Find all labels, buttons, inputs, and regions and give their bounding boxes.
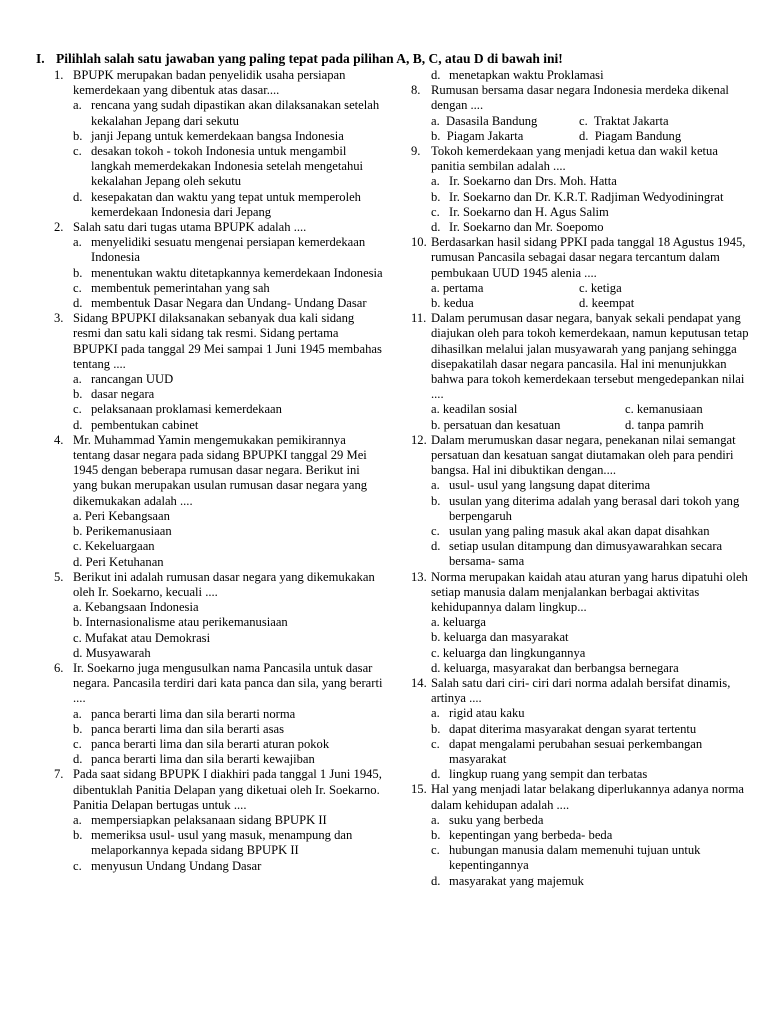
- question-11: [405, 311, 755, 402]
- question-stem: Berikut ini adalah rumusan dasar negara yang dikemukakan oleh Ir. Soekarno, kecuali ....: [73, 569, 375, 599]
- option-c: c. Kekeluargaan: [73, 539, 155, 554]
- option-text: pelaksanaan proklamasi kemerdekaan: [91, 402, 282, 417]
- option-b: b. memeriksa usul- usul yang masuk, menampung dan melaporkannya kepada sidang BPUPK II: [73, 828, 353, 858]
- option-b: b. dasar negara: [73, 387, 155, 402]
- question-stem: Salah satu dari tugas utama BPUPK adalah ....: [73, 220, 307, 235]
- option-a: a. usul- usul yang langsung dapat diterima: [431, 478, 651, 493]
- option-b: b. persatuan dan kesatuan: [431, 417, 561, 432]
- question-stem: Sidang BPUPKI dilaksanakan sebanyak dua kali sidang resmi dan satu kali sidang tak resmi. Sidang pertama BPUPKI pada tanggal 29 Mei sampai 1 Juni 1945 membahas tentang ....: [73, 311, 382, 371]
- option-b: b. Piagam Jakarta: [431, 128, 524, 143]
- option-c: c. pelaksanaan proklamasi kemerdekaan: [73, 402, 282, 417]
- question-15: [405, 782, 755, 812]
- section-heading: [36, 51, 756, 67]
- section-number: I.: [36, 51, 45, 66]
- option-text: suku yang berbeda: [449, 812, 544, 827]
- question-number: 6.: [54, 660, 64, 675]
- question-stem: Pada saat sidang BPUPK I diakhiri pada tanggal 1 Juni 1945, dibentuklah Panitia Delapan yang diketuai oleh Ir. Soekarno. Panitia Delapan bertugas untuk ....: [73, 767, 382, 812]
- question-number: 8.: [411, 83, 421, 98]
- option-text: rigid atau kaku: [449, 706, 525, 721]
- question-stem: Rumusan bersama dasar negara Indonesia merdeka dikenal dengan ....: [431, 83, 729, 113]
- question-3: [40, 311, 384, 372]
- option-text: lingkup ruang yang sempit dan terbatas: [449, 767, 648, 782]
- question-number: 15.: [411, 782, 427, 797]
- option-c: c. dapat mengalami perubahan sesuai perkembangan masyarakat: [431, 736, 703, 767]
- question-stem: Mr. Muhammad Yamin mengemukakan pemikirannya tentang dasar negara pada sidang BPUPKI tanggal 29 Mei 1945 dengan beberapa rumusan dasar negara. Berikut ini yang bukan merupakan usulan rumusan dasar negara yang dikemukakan adalah ....: [73, 432, 368, 508]
- option-c: c. panca berarti lima dan sila berarti aturan pokok: [73, 736, 330, 751]
- option-c: c. Ir. Soekarno dan H. Agus Salim: [431, 204, 609, 219]
- option-a: a. rencana yang sudah dipastikan akan dilaksanakan setelah kekalahan Jepang dari sekutu: [73, 98, 380, 128]
- option-text: masyarakat yang majemuk: [449, 873, 584, 888]
- option-text: setiap usulan ditampung dan dimusyawarahkan secara bersama- sama: [449, 539, 723, 569]
- option-c: c. hubungan manusia dalam memenuhi tujuan untuk kepentingannya: [431, 843, 701, 873]
- option-text: kepentingan yang berbeda- beda: [449, 828, 613, 843]
- question-7: [40, 767, 384, 813]
- option-c: c. kemanusiaan: [625, 402, 703, 417]
- option-b: b. usulan yang diterima adalah yang berasal dari tokoh yang berpengaruh: [431, 493, 740, 523]
- option-c: c. Mufakat atau Demokrasi: [73, 630, 211, 645]
- option-d: d. kesepakatan dan waktu yang tepat untuk memperoleh kemerdekaan Indonesia dari Jepang: [73, 189, 361, 219]
- question-number: 1.: [54, 68, 64, 82]
- question-number: 13.: [411, 569, 427, 584]
- question-stem: Hal yang menjadi latar belakang diperlukannya adanya norma dalam kehidupan adalah ....: [431, 782, 744, 812]
- question-number: 12.: [411, 432, 427, 447]
- question-stem: Ir. Soekarno juga mengusulkan nama Pancasila untuk dasar negara. Pancasila terdiri dari kata panca dan sila, yang berarti ....: [73, 660, 383, 706]
- option-text: panca berarti lima dan sila berarti norma: [91, 706, 296, 721]
- question-8: [405, 83, 755, 113]
- option-text: kesepakatan dan waktu yang tepat untuk memperoleh kemerdekaan Indonesia dari Jepang: [91, 189, 361, 219]
- option-text: menetapkan waktu Proklamasi: [449, 68, 604, 82]
- option-text: rancangan UUD: [91, 372, 174, 387]
- option-text: memeriksa usul- usul yang masuk, menampung dan melaporkannya kepada sidang BPUPK II: [91, 828, 353, 858]
- option-text: janji Jepang untuk kemerdekaan bangsa Indonesia: [91, 128, 344, 143]
- option-b: b. panca berarti lima dan sila berarti asas: [73, 721, 285, 736]
- option-text: Ir. Soekarno dan Drs. Moh. Hatta: [449, 174, 617, 189]
- right-column: [405, 68, 755, 889]
- option-a: a. Ir. Soekarno dan Drs. Moh. Hatta: [431, 174, 617, 189]
- option-text: panca berarti lima dan sila berarti aturan pokok: [91, 736, 330, 751]
- option-d: d. masyarakat yang majemuk: [431, 873, 584, 888]
- option-d: d. Musyawarah: [73, 645, 151, 660]
- option-text: Ir. Soekarno dan Mr. Soepomo: [449, 220, 604, 234]
- question-number: 4.: [54, 432, 64, 447]
- option-text: usul- usul yang langsung dapat diterima: [449, 478, 651, 493]
- option-text: usulan yang paling masuk akal akan dapat disahkan: [449, 524, 710, 538]
- option-a: a. mempersiapkan pelaksanaan sidang BPUPK II: [73, 812, 327, 827]
- option-text: Ir. Soekarno dan Dr. K.R.T. Radjiman Wedyodiningrat: [449, 189, 724, 204]
- option-c: c. desakan tokoh - tokoh Indonesia untuk mengambil langkah memerdekakan Indonesia setelah mengetahui kekalahan Jepang oleh sekutu: [73, 144, 364, 189]
- option-row: [405, 418, 755, 433]
- option-d: d. keempat: [579, 296, 635, 310]
- option-text: dasar negara: [91, 387, 155, 402]
- question-stem: Berdasarkan hasil sidang PPKI pada tanggal 18 Agustus 1945, rumusan Pancasila sebagai dasar negara tercantum dalam pembukaan UUD 1945 alenia ....: [431, 235, 746, 280]
- section-instruction: Pilihlah salah satu jawaban yang paling tepat pada pilihan A, B, C, atau D di bawah ini!: [56, 51, 563, 66]
- option-text: panca berarti lima dan sila berarti kewajiban: [91, 752, 315, 767]
- question-13: [405, 570, 755, 616]
- option-a: a. rigid atau kaku: [431, 706, 525, 721]
- option-d: d. Peri Ketuhanan: [73, 554, 164, 569]
- question-2: [40, 220, 384, 235]
- question-1: [40, 68, 384, 98]
- question-12: [405, 433, 755, 479]
- option-text: hubungan manusia dalam memenuhi tujuan untuk kepentingannya: [449, 843, 701, 873]
- option-d: d. panca berarti lima dan sila berarti kewajiban: [73, 752, 315, 767]
- option-text: dapat mengalami perubahan sesuai perkembangan masyarakat: [449, 736, 703, 767]
- option-text: menyusun Undang Undang Dasar: [91, 858, 262, 873]
- option-b: b. keluarga dan masyarakat: [431, 630, 569, 645]
- option-a: a. panca berarti lima dan sila berarti norma: [73, 706, 296, 721]
- option-text: usulan yang diterima adalah yang berasal dari tokoh yang berpengaruh: [449, 493, 740, 523]
- option-c: c. menyusun Undang Undang Dasar: [73, 858, 262, 873]
- option-c: c. Traktat Jakarta: [579, 113, 669, 128]
- option-b: b. kepentingan yang berbeda- beda: [431, 828, 613, 843]
- option-a: a. Kebangsaan Indonesia: [73, 600, 199, 615]
- question-9: [405, 144, 755, 174]
- question-4: [40, 433, 384, 509]
- option-d: d. pembentukan cabinet: [73, 417, 199, 432]
- question-stem: Dalam merumuskan dasar negara, penekanan nilai semangat persatuan dan kesatuan sangat diutamakan oleh para pendiri bangsa. Hal ini dibuktikan dengan....: [431, 432, 736, 478]
- option-text: membentuk Dasar Negara dan Undang- Undang Dasar: [91, 296, 367, 311]
- question-stem: Dalam perumusan dasar negara, banyak sekali pendapat yang diajukan oleh para tokoh kemerdekaan, namun keputusan tetap dihasilkan melalui jalan musyawarah yang panjang sehingga disepakatilah dasar negara pancasila. Hal ini menunjukkan bahwa para tokoh kemerdekaan tersebut mengedepankan nilai ....: [431, 311, 749, 402]
- question-number: 3.: [54, 311, 64, 326]
- option-a: a. menyelidiki sesuatu mengenai persiapan kemerdekaan Indonesia: [73, 235, 366, 265]
- option-text: rencana yang sudah dipastikan akan dilaksanakan setelah kekalahan Jepang dari sekutu: [91, 98, 380, 128]
- question-number: 2.: [54, 220, 64, 235]
- option-c: c. keluarga dan lingkungannya: [431, 645, 586, 660]
- option-row: [405, 296, 755, 311]
- option-b: b. Ir. Soekarno dan Dr. K.R.T. Radjiman Wedyodiningrat: [431, 189, 724, 204]
- question-stem: Salah satu dari ciri- ciri dari norma adalah bersifat dinamis, artinya ....: [431, 676, 731, 706]
- option-a: a. keluarga: [431, 615, 487, 630]
- option-text: pembentukan cabinet: [91, 417, 199, 432]
- option-a: a. keadilan sosial: [431, 402, 518, 417]
- option-b: b. menentukan waktu ditetapkannya kemerdekaan Indonesia: [73, 265, 383, 280]
- option-b: b. Internasionalisme atau perikemanusiaan: [73, 615, 288, 630]
- option-text: menentukan waktu ditetapkannya kemerdekaan Indonesia: [91, 265, 383, 280]
- option-b: b. janji Jepang untuk kemerdekaan bangsa Indonesia: [73, 128, 344, 143]
- option-d: d. menetapkan waktu Proklamasi: [431, 68, 604, 82]
- option-b: b. dapat diterima masyarakat dengan syarat tertentu: [431, 721, 697, 736]
- option-text: dapat diterima masyarakat dengan syarat tertentu: [449, 721, 697, 736]
- question-5: [40, 570, 384, 600]
- option-text: mempersiapkan pelaksanaan sidang BPUPK II: [91, 812, 327, 827]
- option-b: b. kedua: [431, 296, 474, 310]
- question-number: 14.: [411, 676, 427, 691]
- option-text: Ir. Soekarno dan H. Agus Salim: [449, 204, 609, 219]
- question-stem: Tokoh kemerdekaan yang menjadi ketua dan wakil ketua panitia sembilan adalah ....: [431, 143, 718, 174]
- question-14: [405, 676, 755, 706]
- option-d: d. membentuk Dasar Negara dan Undang- Undang Dasar: [73, 296, 367, 311]
- option-c: c. membentuk pemerintahan yang sah: [73, 280, 270, 295]
- option-a: a. pertama: [431, 280, 484, 295]
- question-stem: Norma merupakan kaidah atau aturan yang harus dipatuhi oleh setiap manusia dalam menjalankan berbagai aktivitas kehidupannya dalam lingkup...: [431, 569, 748, 615]
- option-text: desakan tokoh - tokoh Indonesia untuk mengambil langkah memerdekakan Indonesia setelah mengetahui kekalahan Jepang oleh sekutu: [91, 144, 364, 189]
- option-d: d. Ir. Soekarno dan Mr. Soepomo: [431, 220, 604, 234]
- left-column: [40, 68, 384, 874]
- option-c: c. ketiga: [579, 280, 622, 295]
- question-10: [405, 235, 755, 281]
- option-d: d. tanpa pamrih: [625, 417, 704, 432]
- option-row: [405, 114, 755, 129]
- question-number: 7.: [54, 767, 64, 782]
- option-text: panca berarti lima dan sila berarti asas: [91, 721, 285, 736]
- option-text: membentuk pemerintahan yang sah: [91, 280, 270, 295]
- option-row: [405, 129, 755, 144]
- question-stem: BPUPK merupakan badan penyelidik usaha persiapan kemerdekaan yang dibentuk atas dasar....: [73, 68, 346, 98]
- question-number: 11.: [411, 311, 427, 326]
- option-d: d. Piagam Bandung: [579, 128, 682, 143]
- option-b: b. Perikemanusiaan: [73, 524, 172, 539]
- option-row: [405, 402, 755, 417]
- question-number: 5.: [54, 569, 64, 584]
- option-d: d. lingkup ruang yang sempit dan terbatas: [431, 767, 648, 782]
- option-a: a. Peri Kebangsaan: [73, 508, 170, 523]
- option-a: a. Dasasila Bandung: [431, 113, 538, 128]
- option-d: d. setiap usulan ditampung dan dimusyawarahkan secara bersama- sama: [431, 539, 723, 569]
- question-number: 9.: [411, 143, 421, 158]
- option-d: d. keluarga, masyarakat dan berbangsa bernegara: [431, 660, 679, 675]
- option-text: menyelidiki sesuatu mengenai persiapan kemerdekaan Indonesia: [91, 235, 366, 265]
- option-c: c. usulan yang paling masuk akal akan dapat disahkan: [431, 524, 710, 538]
- question-6: [40, 661, 384, 707]
- option-row: [405, 281, 755, 296]
- option-a: a. suku yang berbeda: [431, 812, 544, 827]
- option-a: a. rancangan UUD: [73, 372, 174, 387]
- question-number: 10.: [411, 235, 427, 250]
